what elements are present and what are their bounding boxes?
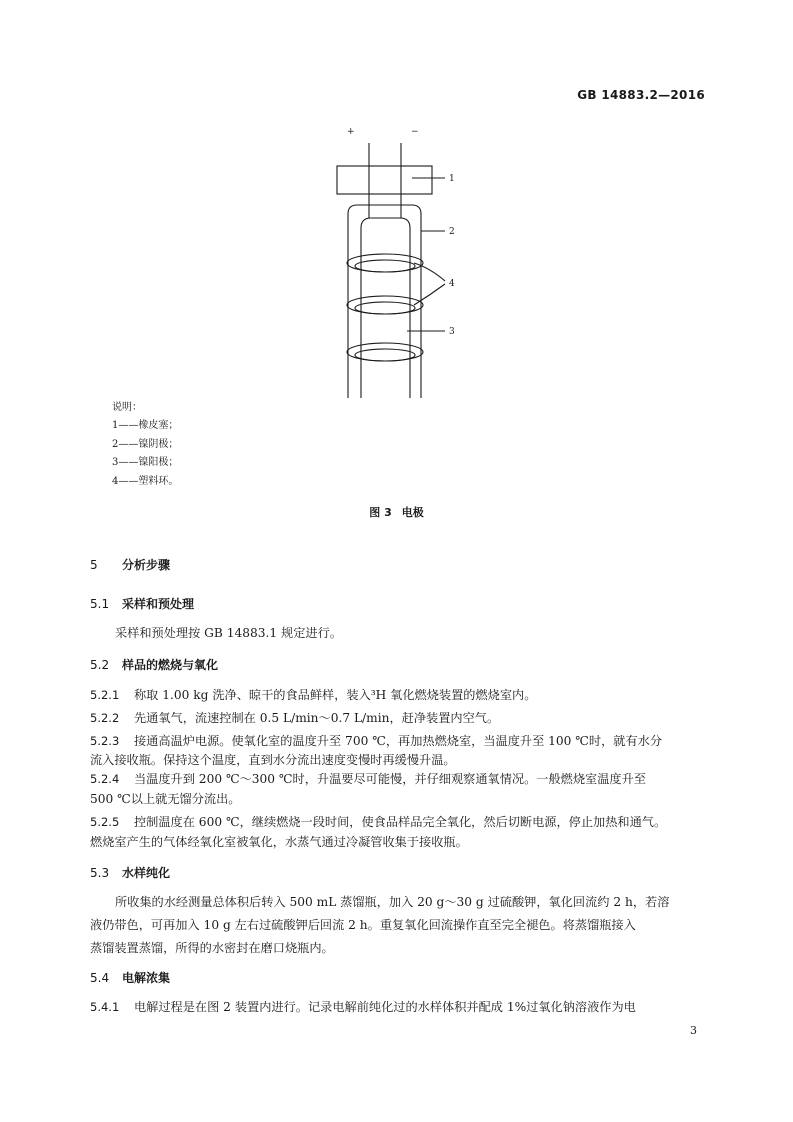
legend-item: 4——塑料环。 xyxy=(112,475,179,487)
section-5-4-heading: 5.4 电解浓集 xyxy=(90,971,171,985)
item-5-2-3: 5.2.3 接通高温炉电源。使氧化室的温度升至 700 ℃，再加热燃烧室，当温度升至 100 ℃时，就有水分 xyxy=(90,734,663,748)
section-5-1-text: 采样和预处理按 GB 14883.1 规定进行。 xyxy=(115,626,342,640)
plus-label: + xyxy=(347,127,355,137)
page-number: 3 xyxy=(690,1024,697,1037)
item-5-4-1: 5.4.1 电解过程是在图 2 装置内进行。记录电解前纯化过的水样体积并配成 1%过氧化钠溶液作为电 xyxy=(90,1000,636,1014)
caption-title: 电极 xyxy=(401,506,424,519)
item-5-2-5: 5.2.5 控制温度在 600 ℃，继续燃烧一段时间，使食品样品完全氧化，然后切断电源，停止加热和通气。 xyxy=(90,815,667,829)
callout-1: 1 xyxy=(449,174,455,184)
legend-title: 说明： xyxy=(112,402,142,413)
item-5-2-2: 5.2.2 先通氧气，流速控制在 0.5 L/min～0.7 L/min，赶净装置内空气。 xyxy=(90,711,500,725)
item-5-2-3-cont: 流入接收瓶。保持这个温度，直到水分流出速度变慢时再缓慢升温。 xyxy=(90,753,456,767)
section-5-3-heading: 5.3 水样纯化 xyxy=(90,866,171,880)
section-5-3-line-2: 液仍带色，可再加入 10 g 左右过硫酸钾后回流 2 h。重复氧化回流操作直至完全褪色。将蒸馏瓶接入 xyxy=(90,918,636,932)
legend-item: 1——橡皮塞； xyxy=(112,420,179,431)
section-5-2-heading: 5.2 样品的燃烧与氧化 xyxy=(90,658,219,672)
caption-number: 图 3 xyxy=(369,506,392,519)
leader-4b xyxy=(414,284,445,305)
item-5-2-4-cont: 500 ℃以上就无馏分流出。 xyxy=(90,792,241,806)
nickel-anode xyxy=(361,218,410,398)
callout-4: 4 xyxy=(449,279,455,289)
minus-label: − xyxy=(411,127,419,137)
standard-code: GB 14883.2—2016 xyxy=(577,88,705,102)
section-5-1-heading: 5.1 采样和预处理 xyxy=(90,597,195,611)
legend-item: 2——镍阴极； xyxy=(112,438,179,450)
figure-caption xyxy=(0,504,793,520)
figure-legend xyxy=(112,417,178,491)
rubber-stopper xyxy=(337,166,432,194)
callout-2: 2 xyxy=(449,227,455,237)
section-5-3-line-3: 蒸馏装置蒸馏，所得的水密封在磨口烧瓶内。 xyxy=(90,941,334,955)
item-5-2-5-cont: 燃烧室产生的气体经氧化室被氧化，水蒸气通过冷凝管收集于接收瓶。 xyxy=(90,835,468,849)
plastic-ring-1 xyxy=(347,254,423,272)
plastic-ring-3 xyxy=(347,343,423,361)
item-5-2-1: 5.2.1 称取 1.00 kg 洗净、晾干的食品鲜样，装入³H 氧化燃烧装置的燃烧室内。 xyxy=(90,688,537,702)
legend-item: 3——镍阳极； xyxy=(112,457,179,468)
leader-4a xyxy=(414,263,445,281)
callout-3: 3 xyxy=(449,327,455,337)
section-5-heading: 5 分析步骤 xyxy=(90,558,171,572)
plastic-ring-2 xyxy=(347,296,423,314)
section-5-3-line-1: 所收集的水经测量总体积后转入 500 mL 蒸馏瓶，加入 20 g～30 g 过硫酸钾，氧化回流约 2 h，若溶 xyxy=(115,895,670,909)
item-5-2-4: 5.2.4 当温度升到 200 ℃～300 ℃时，升温要尽可能慢，并仔细观察通氧情况。一般燃烧室温度升至 xyxy=(90,772,646,786)
